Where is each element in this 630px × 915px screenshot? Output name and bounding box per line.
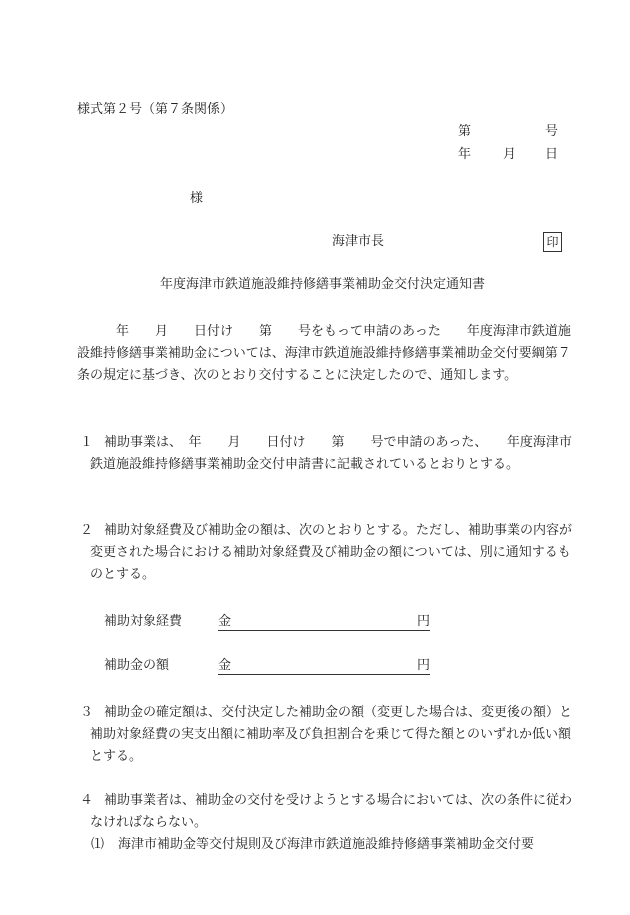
item-4-number: ４ bbox=[80, 793, 94, 808]
item-4-text: 補助事業者は、補助金の交付を受けようとする場合においては、次の条件に従わなければならない。 bbox=[90, 793, 573, 830]
sub-item-number: ⑴ bbox=[91, 837, 105, 852]
form-label: 様式第２号（第７条関係） bbox=[77, 102, 234, 117]
item-1-text: 補助事業は、 年 月 日付け 第 号で申請のあった、 年度海津市鉄道施設維持修繕事業補助金交付申請書に記載されているとおりとする。 bbox=[90, 435, 572, 472]
date-month: 月 bbox=[503, 147, 517, 162]
item-1-number: １ bbox=[80, 435, 94, 450]
amount-line-subsidy-target bbox=[218, 614, 430, 631]
doc-number-gou: 号 bbox=[545, 124, 559, 139]
addressee-sama: 様 bbox=[190, 191, 204, 206]
item-3-text: 補助金の確定額は、交付決定した補助金の額（変更した場合は、変更後の額）と補助対象経費の実支出額に補助率及び負担割合を乗じて得た額とのいずれか低い額とする。 bbox=[90, 705, 573, 764]
amount-yen: 円 bbox=[416, 658, 430, 673]
amount-label-subsidy-target: 補助対象経費 bbox=[104, 614, 183, 629]
item-3-number: ３ bbox=[80, 705, 94, 720]
amount-yen: 円 bbox=[416, 614, 430, 629]
sub-item-text: 海津市補助金等交付規則及び海津市鉄道施設維持修繕事業補助金交付要 bbox=[118, 837, 535, 852]
doc-number-dai: 第 bbox=[458, 124, 472, 139]
issuer-name: 海津市長 bbox=[332, 234, 385, 249]
amount-line-subsidy-amount bbox=[218, 658, 430, 675]
item-2-text: 補助対象経費及び補助金の額は、次のとおりとする。ただし、補助事業の内容が変更された場合における補助対象経費及び補助金の額については、別に通知するものとする。 bbox=[90, 523, 573, 582]
amount-label-subsidy-amount: 補助金の額 bbox=[104, 658, 170, 673]
seal-mark: 印 bbox=[543, 232, 562, 252]
amount-kin: 金 bbox=[218, 614, 232, 629]
document-title: 年度海津市鉄道施設維持修繕事業補助金交付決定通知書 bbox=[160, 277, 486, 292]
item-2-number: ２ bbox=[80, 523, 94, 538]
amount-kin: 金 bbox=[218, 658, 232, 673]
date-day: 日 bbox=[545, 147, 559, 162]
date-year: 年 bbox=[458, 147, 472, 162]
intro-paragraph: 年 月 日付け 第 号をもって申請のあった 年度海津市鉄道施設維持修繕事業補助金については、海津市鉄道施設維持修繕事業補助金交付要綱第７条の規定に基づき、次のとおり交付することに決定したので、通知します。 bbox=[77, 324, 571, 383]
